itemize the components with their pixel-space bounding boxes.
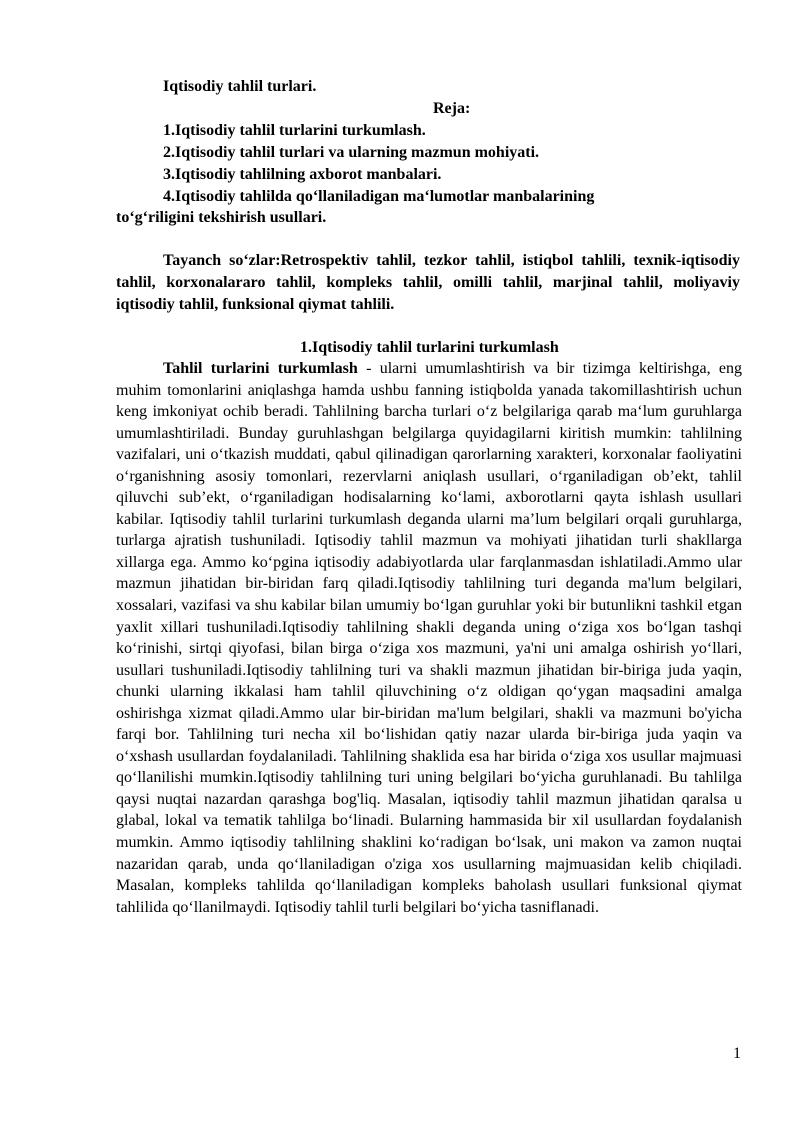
body-paragraph <box>116 358 742 918</box>
keywords-paragraph: Tayanch so‘zlar:Retrospektiv tahlil, tezkor tahlil, istiqbol tahlili, texnik-iqtisodiy tahlil, korxonalararo tahlil, kompleks tahlil, omilli tahlil, marjinal tahlil, moliyaviy iqtisodiy tahlil, funksional qiymat tahlili. <box>116 252 740 313</box>
plan-item-3: 3.Iqtisodiy tahlilning axborot manbalari. <box>163 166 442 183</box>
section-heading: 1.Iqtisodiy tahlil turlarini turkumlash <box>300 339 559 356</box>
plan-heading: Reja: <box>433 100 471 117</box>
document-title: Iqtisodiy tahlil turlari. <box>163 78 317 95</box>
plan-item-2: 2.Iqtisodiy tahlil turlari va ularning mazmun mohiyati. <box>163 144 540 161</box>
plan-item-4-continuation: to‘g‘riligini tekshirish usullari. <box>116 209 327 226</box>
paragraph-text: - ularni umumlashtirish va bir tizimga keltirishga, eng muhim tomonlarini aniqlashga hamda ushbu fanning istiqbolda yanada takomillashtirish uchun keng imkoniyat ochib beradi. Tahlilning barcha turlari o‘z belgilariga qarab ma‘lum guruhlarga umumlashtiriladi. Bunday guruhlashgan belgilarga quyidagilarni kiritish mumkin: tahlilning vazifalari, uni o‘tkazish muddati, qabul qilinadigan qarorlarning xarakteri, korxonalar faoliyatini o‘rganishning asosiy tomonlari, rezervlarni aniqlash usullari, o‘rganiladigan ob’ekt, tahlil qiluvchi sub’ekt, o‘rganiladigan hodisalarning ko‘lami, axborotlarni qayta ishlash usullari kabilar. Iqtisodiy tahlil turlarini turkumlash deganda ularni ma’lum belgilari orqali guruhlarga, turlarga ajratish tushuniladi. Iqtisodiy tahlil mazmun va mohiyati jihatidan turli shakllarga xillarga ega. Ammo ko‘pgina iqtisodiy adabiyotlarda ular farqlanmasdan ishlatiladi.Ammo ular mazmun jihatidan bir-biridan farq qiladi.Iqtisodiy tahlilning turi deganda ma'lum belgilari, xossalari, vazifasi va shu kabilar bilan umumiy bo‘lgan guruhlar yoki bir butunlikni tashkil etgan yaxlit xillari tushuniladi.Iqtisodiy tahlilning shakli deganda uning o‘ziga xos bo‘lgan tashqi ko‘rinishi, sirtqi qiyofasi, bilan birga o‘ziga xos mazmuni, ya'ni uni amalga oshirish yo‘llari, usullari tushuniladi.Iqtisodiy tahlilning turi va shakli mazmun jihatidan bir-biriga juda yaqin, chunki ularning ikkalasi ham tahlil qiluvchining o‘z oldigan qo‘ygan maqsadini amalga oshirishga xizmat qiladi.Ammo ular bir-biridan ma'lum belgilari, shakli va mazmuni bo'yicha farqi bor. Tahlilning turi necha xil bo‘lishidan qatiy nazar ularda bir-biriga juda yaqin va o‘xshash usullardan foydalaniladi. Tahlilning shaklida esa har birida o‘ziga xos usullar majmuasi qo‘llanilishi mumkin.Iqtisodiy tahlilning turi uning belgilari bo‘yicha guruhlanadi. Bu tahlilga qaysi nuqtai nazardan qarashga bog'liq. Masalan, iqtisodiy tahlil mazmun jihatidan qaralsa u glabal, lokal va tematik tahlilga bo‘linadi. Bularning hammasida bir xil usullardan foydalanish mumkin. Ammo iqtisodiy tahlilning shaklini ko‘radigan bo‘lsak, uni makon va zamon nuqtai nazaridan qarab, unda qo‘llaniladigan o'ziga xos usullarning majmuasidan kelib chiqiladi. Masalan, kompleks tahlilda qo‘llaniladigan kompleks baholash usullari funksional qiymat tahlilida qo‘llanilmaydi. Iqtisodiy tahlil turli belgilari bo‘yicha tasniflanadi. <box>116 360 743 916</box>
plan-item-1: 1.Iqtisodiy tahlil turlarini turkumlash. <box>163 122 426 139</box>
plan-item-4: 4.Iqtisodiy tahlilda qo‘llaniladigan ma‘lumotlar manbalarining <box>163 188 595 205</box>
paragraph-lead-term: Tahlil turlarini turkumlash <box>163 360 358 377</box>
page-number: 1 <box>733 1045 741 1062</box>
